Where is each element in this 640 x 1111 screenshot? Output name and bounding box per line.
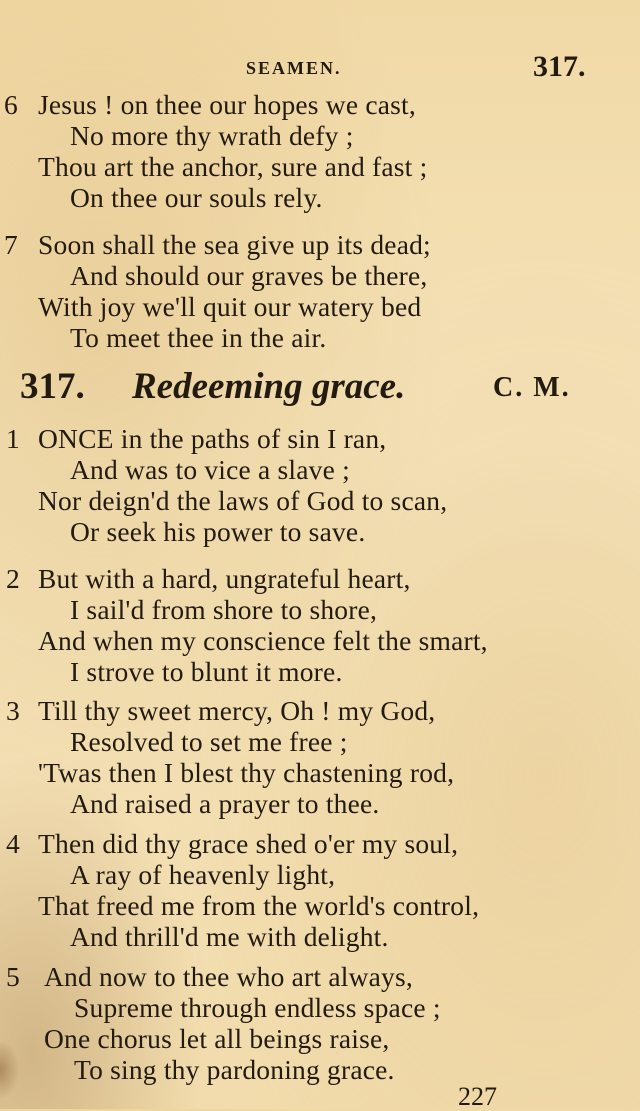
verse-line: No more thy wrath defy ;	[70, 120, 354, 151]
verse-number: 6	[4, 89, 18, 120]
verse-line: And should our graves be there,	[70, 260, 428, 291]
verse-number: 4	[6, 828, 20, 859]
verse-line: Thou art the anchor, sure and fast ;	[38, 151, 428, 182]
verse-line: And when my conscience felt the smart,	[38, 625, 488, 656]
verse-number: 1	[6, 423, 20, 454]
verse-line: I sail'd from shore to shore,	[70, 594, 378, 625]
hymn-heading	[20, 365, 620, 411]
verse-line: ONCE in the paths of sin I ran,	[38, 423, 387, 454]
verse-line: With joy we'll quit our watery bed	[38, 291, 422, 322]
verse-line: And now to thee who art always,	[44, 961, 413, 992]
hymn-meter: C. M.	[493, 372, 571, 403]
verse-number: 7	[4, 229, 18, 260]
verse-line: Soon shall the sea give up its dead;	[38, 229, 431, 260]
verse-line: 'Twas then I blest thy chastening rod,	[38, 757, 455, 788]
verse-line: Resolved to set me free ;	[70, 726, 348, 757]
verse-line: To sing thy pardoning grace.	[74, 1054, 395, 1085]
verse-line: That freed me from the world's control,	[38, 890, 480, 921]
verse-line: And thrill'd me with delight.	[70, 921, 389, 952]
verse-line: Jesus ! on thee our hopes we cast,	[38, 89, 416, 120]
verse-line: And was to vice a slave ;	[70, 454, 350, 485]
verse-line: A ray of heavenly light,	[70, 859, 336, 890]
hymn-title: Redeeming grace.	[132, 366, 406, 407]
verse-line: One chorus let all beings raise,	[44, 1023, 390, 1054]
verse-line: On thee our souls rely.	[70, 182, 323, 213]
verse-line: And raised a prayer to thee.	[70, 788, 380, 819]
verse-line: I strove to blunt it more.	[70, 656, 343, 687]
page-number: 317.	[533, 50, 586, 83]
verse-line: To meet thee in the air.	[70, 322, 327, 353]
running-title: SEAMEN.	[246, 58, 342, 78]
verse-line: Till thy sweet mercy, Oh ! my God,	[38, 695, 436, 726]
signature-number: 227	[458, 1082, 497, 1111]
page-stain	[0, 1040, 20, 1100]
verse-line: Nor deign'd the laws of God to scan,	[38, 485, 448, 516]
running-head	[0, 52, 640, 92]
verse-number: 3	[6, 695, 20, 726]
hymn-number: 317.	[20, 366, 85, 407]
verse-number: 5	[6, 961, 20, 992]
verse-line: Or seek his power to save.	[70, 516, 366, 547]
verse-line: But with a hard, ungrateful heart,	[38, 563, 411, 594]
verse-line: Then did thy grace shed o'er my soul,	[38, 828, 459, 859]
verse-line: Supreme through endless space ;	[74, 992, 441, 1023]
verse-number: 2	[6, 563, 20, 594]
